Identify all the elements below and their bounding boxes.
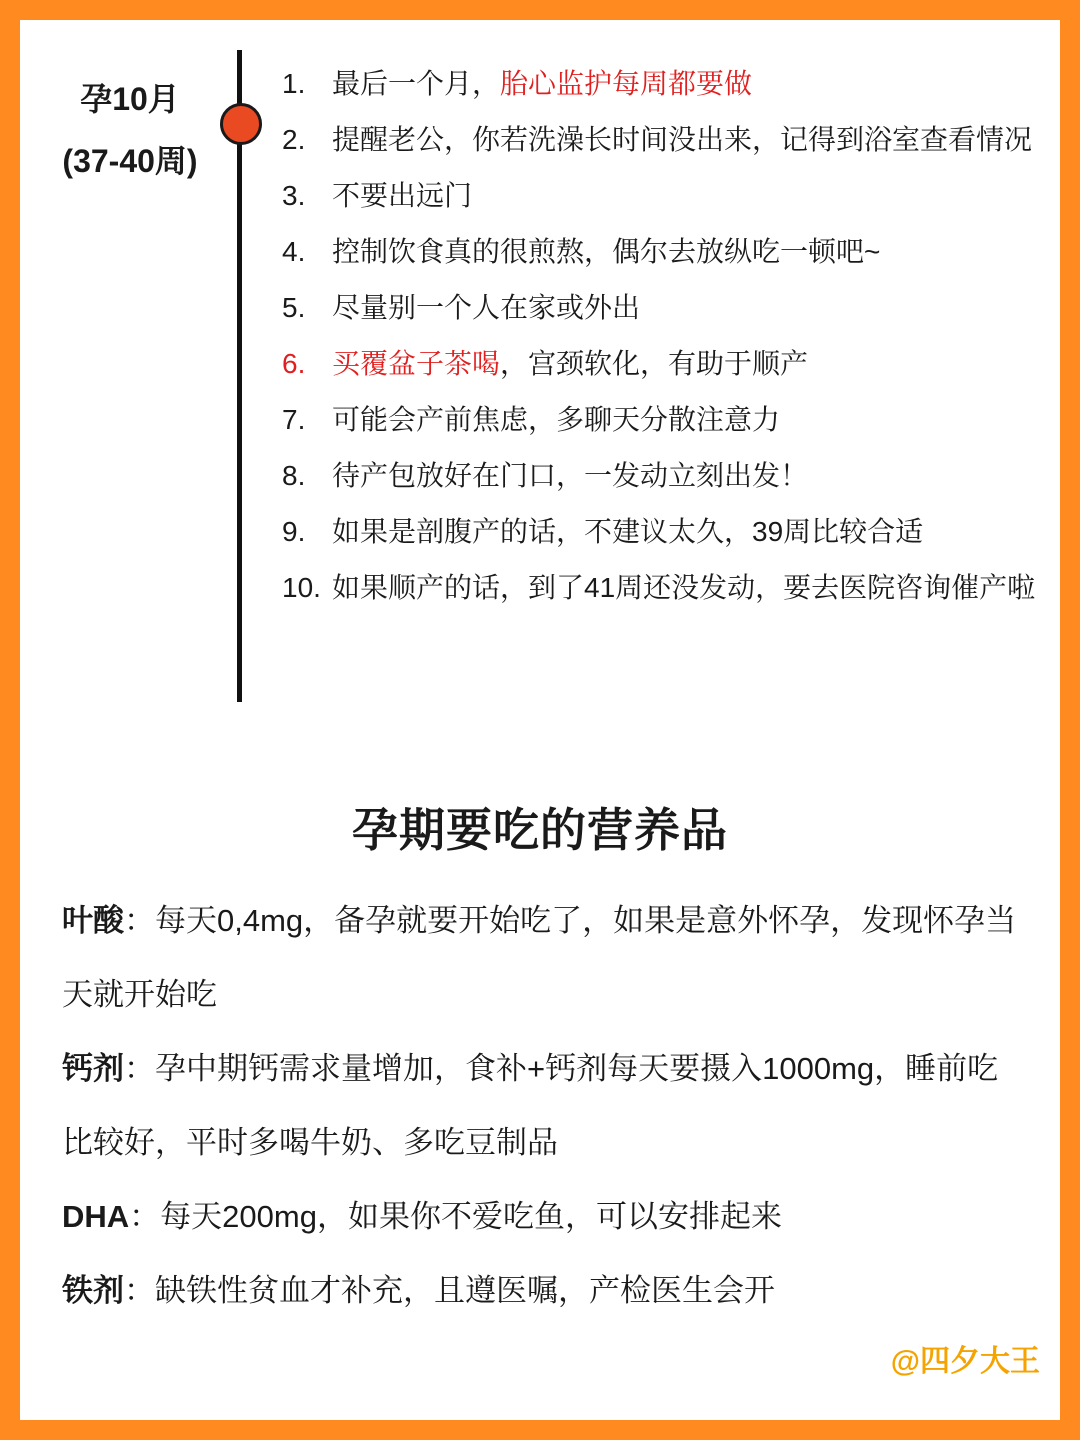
tip-item: [282, 56, 1042, 112]
watermark: @四夕大王: [890, 1345, 1040, 1378]
tip-number: 6.: [282, 348, 306, 379]
tip-number: 10.: [282, 572, 321, 603]
tip-item: [282, 224, 1042, 280]
tip-text-plain: 最后一个月，: [332, 68, 501, 99]
timeline-line: [237, 50, 242, 702]
tip-text: [332, 336, 1042, 392]
page-card: [20, 20, 1060, 1420]
tip-text: 不要出远门: [332, 180, 473, 211]
nutrient-item: [62, 1254, 1022, 1328]
nutrient-item: [62, 884, 1022, 1032]
phase-weeks: (37-40周): [62, 143, 198, 179]
nutrient-item: [62, 1032, 1022, 1180]
timeline-dot-icon: [220, 103, 262, 145]
nutrient-text: 每天200mg，如果你不爱吃鱼，可以安排起来: [160, 1199, 782, 1234]
tip-item: [282, 504, 1042, 560]
tip-text: [332, 56, 1042, 112]
nutrient-separator: ：: [124, 1273, 155, 1308]
nutrient-separator: ：: [124, 1051, 155, 1086]
phase-label: [60, 68, 200, 192]
tip-number: 1.: [282, 68, 306, 99]
tip-highlight: 胎心监护每周都要做: [500, 68, 753, 99]
tip-text: 如果顺产的话，到了41周还没发动，要去医院咨询催产啦: [332, 572, 1036, 603]
tip-number: 3.: [282, 180, 306, 211]
tip-number: 2.: [282, 124, 306, 155]
nutrient-name: 铁剂: [62, 1273, 124, 1308]
nutrient-text: 孕中期钙需求量增加，食补+钙剂每天要摄入1000mg，睡前吃比较好，平时多喝牛奶、多吃豆制品: [62, 1051, 999, 1160]
tip-item: [282, 560, 1042, 616]
tip-number: 8.: [282, 460, 306, 491]
tip-number: 9.: [282, 516, 306, 547]
tip-text: 提醒老公，你若洗澡长时间没出来，记得到浴室查看情况: [332, 124, 1033, 155]
nutrient-list: [62, 884, 1022, 1328]
nutrient-name: 钙剂: [62, 1051, 124, 1086]
tip-item: [282, 280, 1042, 336]
nutrient-separator: ：: [124, 903, 155, 938]
tip-number: 4.: [282, 236, 306, 267]
section-title: 孕期要吃的营养品: [352, 804, 728, 856]
nutrient-item: [62, 1180, 1022, 1254]
nutrient-text: 每天0,4mg，备孕就要开始吃了，如果是意外怀孕，发现怀孕当天就开始吃: [62, 903, 1017, 1012]
tip-text-plain: ，宫颈软化，有助于顺产: [500, 348, 809, 379]
nutrient-name: 叶酸: [62, 903, 124, 938]
tip-item: [282, 112, 1042, 168]
tip-text: 尽量别一个人在家或外出: [332, 292, 641, 323]
tip-text: 待产包放好在门口，一发动立刻出发！: [332, 460, 809, 491]
nutrient-text: 缺铁性贫血才补充，且遵医嘱，产检医生会开: [155, 1273, 775, 1308]
tip-text: 可能会产前焦虑，多聊天分散注意力: [332, 404, 781, 435]
nutrient-separator: ：: [129, 1199, 161, 1234]
tip-item: [282, 168, 1042, 224]
tips-list: [282, 56, 1042, 616]
tip-text: 如果是剖腹产的话，不建议太久，39周比较合适: [332, 516, 924, 547]
tip-item: [282, 448, 1042, 504]
tip-text: 控制饮食真的很煎熬，偶尔去放纵吃一顿吧~: [332, 236, 881, 267]
tip-item: [282, 392, 1042, 448]
tip-number: 5.: [282, 292, 306, 323]
tip-number: 7.: [282, 404, 306, 435]
tip-highlight: 买覆盆子茶喝: [332, 348, 501, 379]
phase-title: 孕10月: [80, 81, 180, 117]
nutrient-name: DHA: [62, 1199, 130, 1234]
tip-item: [282, 336, 1042, 392]
